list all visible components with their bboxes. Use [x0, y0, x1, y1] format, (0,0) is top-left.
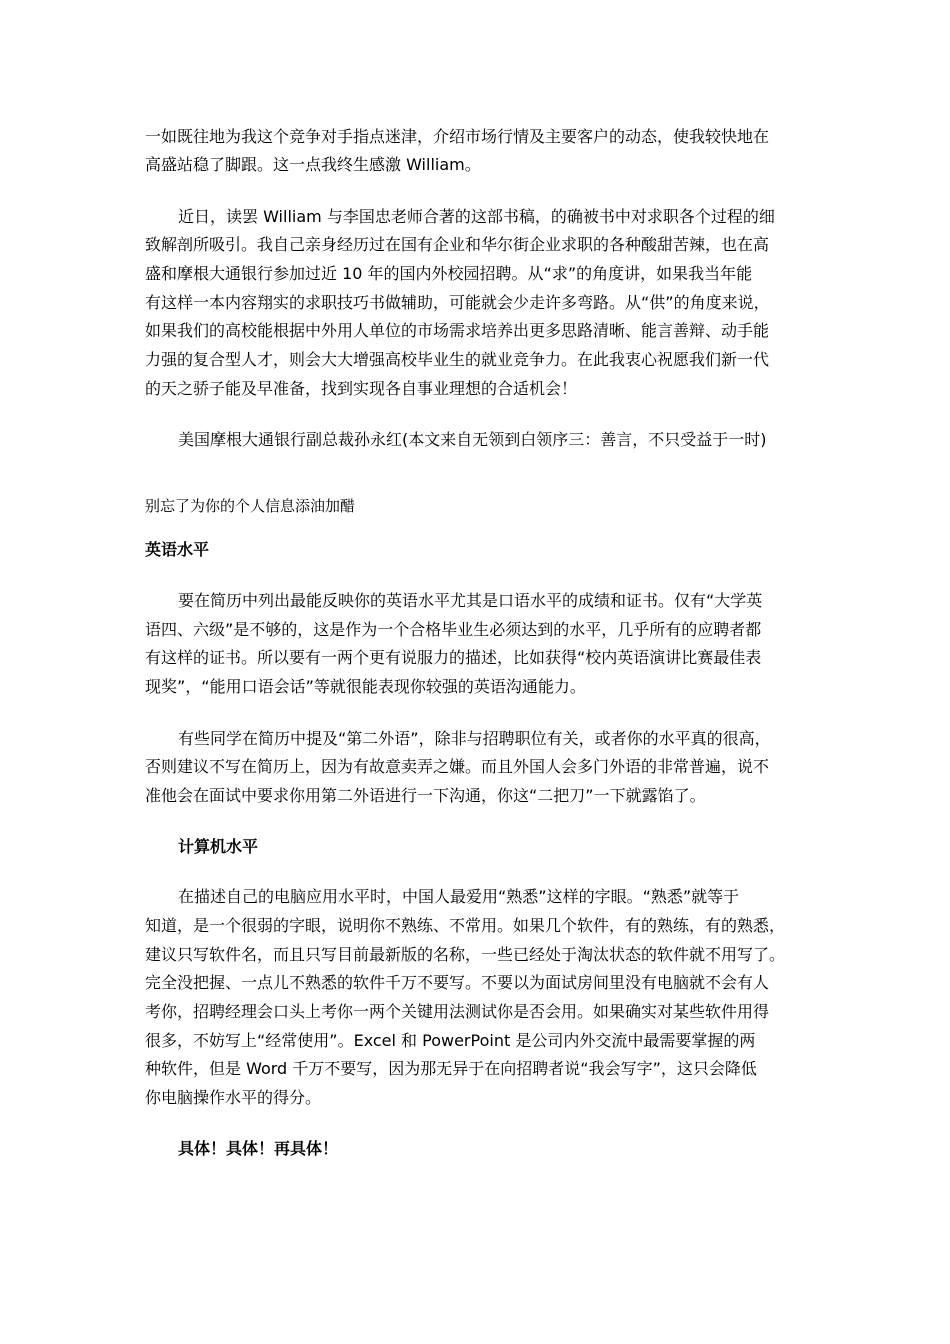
heading-english-level: 英语水平 — [145, 540, 210, 559]
paragraph-line: 一如既往地为我这个竞争对手指点迷津，介绍市场行情及主要客户的动态，使我较快地在 — [145, 127, 770, 146]
paragraph-line: 高盛站稳了脚跟。这一点我终生感激 William。 — [145, 155, 481, 174]
paragraph-line: 完全没把握、一点儿不熟悉的软件千万不要写。不要以为面试房间里没有电脑就不会有人 — [145, 973, 770, 992]
paragraph-line: 有这样一本内容翔实的求职技巧书做辅助，可能就会少走许多弯路。从“供”的角度来说， — [145, 293, 770, 312]
paragraph-line: 有这样的证书。所以要有一两个更有说服力的描述，比如获得“校内英语演讲比赛最佳表 — [145, 648, 762, 667]
paragraph-line: 要在简历中列出最能反映你的英语水平尤其是口语水平的成绩和证书。仅有“大学英 — [178, 591, 763, 610]
paragraph-line: 种软件，但是 Word 千万不要写，因为那无异于在向招聘者说“我会写字”，这只会降低 — [145, 1059, 757, 1078]
paragraph-line: 很多，不妨写上“经常使用”。Excel 和 PowerPoint 是公司内外交流中最需要掌握的两 — [145, 1031, 756, 1050]
paragraph-line: 建议只写软件名，而且只写目前最新版的名称，一些已经处于淘汰状态的软件就不用写了。 — [145, 945, 786, 964]
paragraph-line: 考你，招聘经理会口头上考你一两个关键用法测试你是否会用。如果确实对某些软件用得 — [145, 1002, 770, 1021]
heading-computer-level: 计算机水平 — [178, 837, 259, 856]
section-title: 别忘了为你的个人信息添油加醋 — [145, 497, 356, 515]
paragraph-line: 准他会在面试中要求你用第二外语进行一下沟通，你这“二把刀”一下就露馅了。 — [145, 786, 706, 805]
paragraph-line: 致解剖所吸引。我自己亲身经历过在国有企业和华尔街企业求职的各种酸甜苦辣，也在高 — [145, 235, 770, 254]
paragraph-line: 现奖”，“能用口语会话”等就很能表现你较强的英语沟通能力。 — [145, 677, 586, 696]
paragraph-line: 知道，是一个很弱的字眼，说明你不熟练、不常用。如果几个软件，有的熟练，有的熟悉， — [145, 916, 786, 935]
signature-line: 美国摩根大通银行副总裁孙永红(本文来自无领到白领序三：善言，不只受益于一时) — [178, 430, 767, 449]
paragraph-line: 力强的复合型人才，则会大大增强高校毕业生的就业竞争力。在此我衷心祝愿我们新一代 — [145, 350, 770, 369]
paragraph-line: 在描述自己的电脑应用水平时，中国人最爱用“熟悉”这样的字眼。“熟悉”就等于 — [178, 887, 740, 906]
paragraph-line: 的天之骄子能及早准备，找到实现各自事业理想的合适机会！ — [145, 379, 578, 398]
paragraph-line: 盛和摩根大通银行参加过近 10 年的国内外校园招聘。从“求”的角度讲，如果我当年能 — [145, 264, 753, 283]
paragraph-line: 语四、六级”是不够的，这是作为一个合格毕业生必须达到的水平，几乎所有的应聘者都 — [145, 620, 762, 639]
paragraph-line: 有些同学在简历中提及“第二外语”，除非与招聘职位有关，或者你的水平真的很高， — [178, 729, 771, 748]
paragraph-line: 如果我们的高校能根据中外用人单位的市场需求培养出更多思路清晰、能言善辩、动手能 — [145, 321, 770, 340]
paragraph-line: 近日，读罢 William 与李国忠老师合著的这部书稿，的确被书中对求职各个过程的细 — [178, 207, 775, 226]
heading-be-specific: 具体！具体！再具体！ — [178, 1139, 339, 1158]
paragraph-line: 否则建议不写在简历上，因为有故意卖弄之嫌。而且外国人会多门外语的非常普遍，说不 — [145, 757, 770, 776]
paragraph-line: 你电脑操作水平的得分。 — [145, 1088, 322, 1107]
